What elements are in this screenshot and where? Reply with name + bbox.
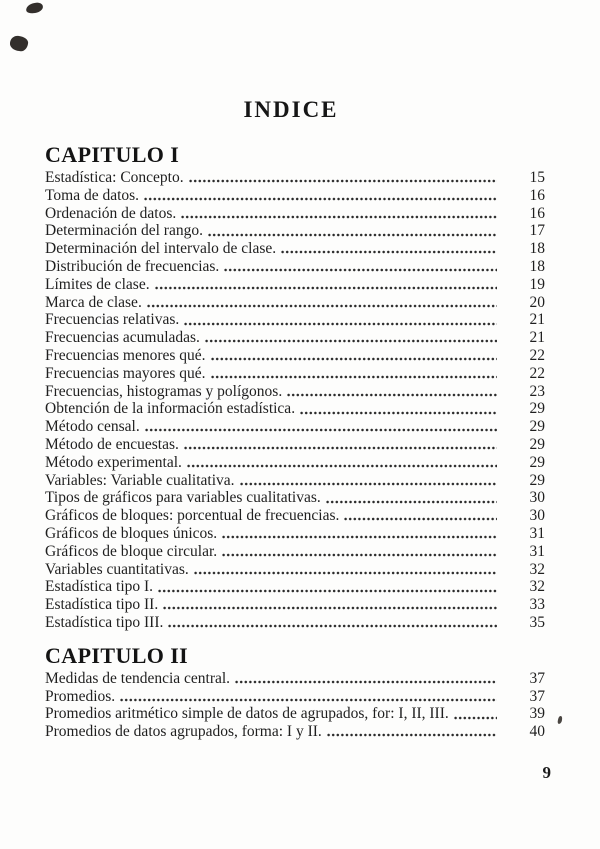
toc-entry bbox=[45, 561, 545, 579]
entry-label: Ordenación de datos. bbox=[45, 204, 177, 222]
dot-leader bbox=[211, 375, 497, 379]
entry-page-number: 29 bbox=[529, 435, 545, 453]
entry-page-number: 40 bbox=[529, 723, 545, 741]
entry-page-number: 31 bbox=[529, 542, 545, 560]
entry-label: Tipos de gráficos para variables cualitativas. bbox=[45, 489, 321, 507]
entry-label: Distribución de frecuencias. bbox=[45, 257, 220, 275]
toc-entry bbox=[45, 578, 545, 596]
dot-leader bbox=[158, 589, 497, 593]
entry-label: Obtención de la información estadística. bbox=[45, 400, 296, 418]
entry-label: Frecuencias mayores qué. bbox=[45, 364, 206, 382]
toc-entry bbox=[45, 365, 545, 383]
dot-leader bbox=[147, 304, 497, 308]
chapter-section bbox=[45, 644, 545, 741]
entry-page-number: 29 bbox=[529, 400, 545, 418]
entry-label: Promedios. bbox=[45, 687, 116, 705]
toc-entry bbox=[45, 507, 545, 525]
toc-entry bbox=[45, 240, 545, 258]
dot-leader bbox=[224, 268, 497, 272]
entry-page-number: 32 bbox=[529, 578, 545, 596]
toc-sections bbox=[45, 143, 545, 741]
dot-leader bbox=[120, 698, 497, 702]
entry-page-number: 16 bbox=[529, 204, 545, 222]
entry-page-number: 37 bbox=[529, 669, 545, 687]
entry-page-number: 18 bbox=[529, 240, 545, 258]
toc-entry bbox=[45, 454, 545, 472]
entry-page-number: 18 bbox=[529, 257, 545, 275]
dot-leader bbox=[187, 464, 497, 468]
dot-leader bbox=[184, 322, 497, 326]
entry-page-number: 30 bbox=[529, 507, 545, 525]
page-number: 9 bbox=[542, 763, 551, 782]
entry-page-number: 20 bbox=[529, 293, 545, 311]
ink-smudge-artifact bbox=[9, 35, 28, 52]
entry-label: Estadística tipo I. bbox=[45, 578, 154, 596]
entry-label: Promedios de datos agrupados, forma: I y II. bbox=[45, 723, 322, 741]
toc-entry bbox=[45, 347, 545, 365]
toc-entry bbox=[45, 205, 545, 223]
toc-entry bbox=[45, 472, 545, 490]
toc-entry bbox=[45, 489, 545, 507]
entry-label: Marca de clase. bbox=[45, 293, 142, 311]
entry-page-number: 35 bbox=[529, 613, 545, 631]
toc-entry bbox=[45, 543, 545, 561]
toc-entry bbox=[45, 383, 545, 401]
dot-leader bbox=[281, 250, 497, 254]
dot-leader bbox=[145, 428, 497, 432]
toc-entry bbox=[45, 400, 545, 418]
toc-entry bbox=[45, 418, 545, 436]
entry-label: Límites de clase. bbox=[45, 275, 150, 293]
entry-label: Gráficos de bloques: porcentual de frecuencias. bbox=[45, 507, 340, 525]
toc-entry bbox=[45, 596, 545, 614]
toc-entry bbox=[45, 276, 545, 294]
dot-leader bbox=[326, 500, 497, 504]
dot-leader bbox=[184, 446, 497, 450]
toc-entry bbox=[45, 688, 545, 706]
entry-label: Método experimental. bbox=[45, 453, 182, 471]
entry-page-number: 31 bbox=[529, 524, 545, 542]
entry-page-number: 29 bbox=[529, 453, 545, 471]
entry-label: Determinación del intervalo de clase. bbox=[45, 240, 277, 258]
chapter-section bbox=[45, 143, 545, 632]
entry-label: Frecuencias menores qué. bbox=[45, 346, 206, 364]
entry-label: Toma de datos. bbox=[45, 186, 140, 204]
dot-leader bbox=[155, 286, 497, 290]
dot-leader bbox=[454, 716, 497, 720]
toc-entry bbox=[45, 222, 545, 240]
toc-entry bbox=[45, 705, 545, 723]
entry-page-number: 22 bbox=[529, 364, 545, 382]
entry-list bbox=[45, 169, 545, 632]
entry-label: Gráficos de bloques únicos. bbox=[45, 524, 218, 542]
toc-entry bbox=[45, 258, 545, 276]
entry-page-number: 30 bbox=[529, 489, 545, 507]
chapter-heading: CAPITULO I bbox=[45, 142, 180, 167]
page-title: INDICE bbox=[243, 97, 339, 122]
toc-entry bbox=[45, 311, 545, 329]
entry-page-number: 17 bbox=[529, 222, 545, 240]
dot-leader bbox=[144, 197, 497, 201]
toc-entry bbox=[45, 525, 545, 543]
dot-leader bbox=[211, 357, 497, 361]
toc-entry bbox=[45, 329, 545, 347]
dot-leader bbox=[205, 339, 497, 343]
toc-entry bbox=[45, 670, 545, 688]
entry-label: Determinación del rango. bbox=[45, 222, 203, 240]
dot-leader bbox=[208, 233, 497, 237]
toc-entry bbox=[45, 723, 545, 741]
entry-label: Variables cuantitativas. bbox=[45, 560, 189, 578]
toc-entry bbox=[45, 169, 545, 187]
dot-leader bbox=[189, 179, 497, 183]
toc-entry bbox=[45, 187, 545, 205]
entry-label: Variables: Variable cualitativa. bbox=[45, 471, 235, 489]
dot-leader bbox=[222, 535, 497, 539]
dot-leader bbox=[327, 733, 497, 737]
entry-page-number: 33 bbox=[529, 596, 545, 614]
entry-label: Frecuencias, histogramas y polígonos. bbox=[45, 382, 283, 400]
entry-label: Método censal. bbox=[45, 418, 140, 436]
entry-page-number: 15 bbox=[529, 169, 545, 186]
entry-label: Estadística: Concepto. bbox=[45, 169, 184, 186]
entry-label: Medidas de tendencia central. bbox=[45, 669, 231, 687]
dot-leader bbox=[287, 393, 497, 397]
entry-page-number: 29 bbox=[529, 471, 545, 489]
dot-leader bbox=[181, 215, 497, 219]
entry-list bbox=[45, 670, 545, 741]
entry-page-number: 16 bbox=[529, 186, 545, 204]
toc-entry bbox=[45, 436, 545, 454]
dot-leader bbox=[300, 411, 497, 415]
entry-page-number: 21 bbox=[529, 329, 545, 347]
entry-page-number: 22 bbox=[529, 346, 545, 364]
entry-page-number: 21 bbox=[529, 311, 545, 329]
entry-page-number: 37 bbox=[529, 687, 545, 705]
dot-leader bbox=[235, 680, 497, 684]
dot-leader bbox=[240, 482, 497, 486]
dot-leader bbox=[344, 517, 497, 521]
entry-page-number: 32 bbox=[529, 560, 545, 578]
dot-leader bbox=[222, 553, 497, 557]
entry-label: Gráficos de bloque circular. bbox=[45, 542, 218, 560]
entry-label: Estadística tipo III. bbox=[45, 613, 164, 631]
entry-page-number: 29 bbox=[529, 418, 545, 436]
chapter-heading: CAPITULO II bbox=[45, 642, 189, 668]
entry-label: Frecuencias relativas. bbox=[45, 311, 180, 329]
dot-leader bbox=[168, 624, 497, 628]
dot-leader bbox=[194, 571, 497, 575]
toc-entry bbox=[45, 294, 545, 312]
dot-leader bbox=[163, 606, 497, 610]
entry-page-number: 23 bbox=[529, 382, 545, 400]
entry-page-number: 39 bbox=[529, 705, 545, 723]
entry-label: Estadística tipo II. bbox=[45, 596, 159, 614]
entry-label: Método de encuestas. bbox=[45, 435, 179, 453]
entry-label: Promedios aritmético simple de datos de agrupados, for: I, II, III. bbox=[45, 705, 449, 723]
ink-smudge-artifact bbox=[25, 2, 43, 14]
ink-speck-artifact bbox=[557, 716, 563, 725]
entry-page-number: 19 bbox=[529, 275, 545, 293]
toc-entry bbox=[45, 614, 545, 632]
entry-label: Frecuencias acumuladas. bbox=[45, 329, 200, 347]
